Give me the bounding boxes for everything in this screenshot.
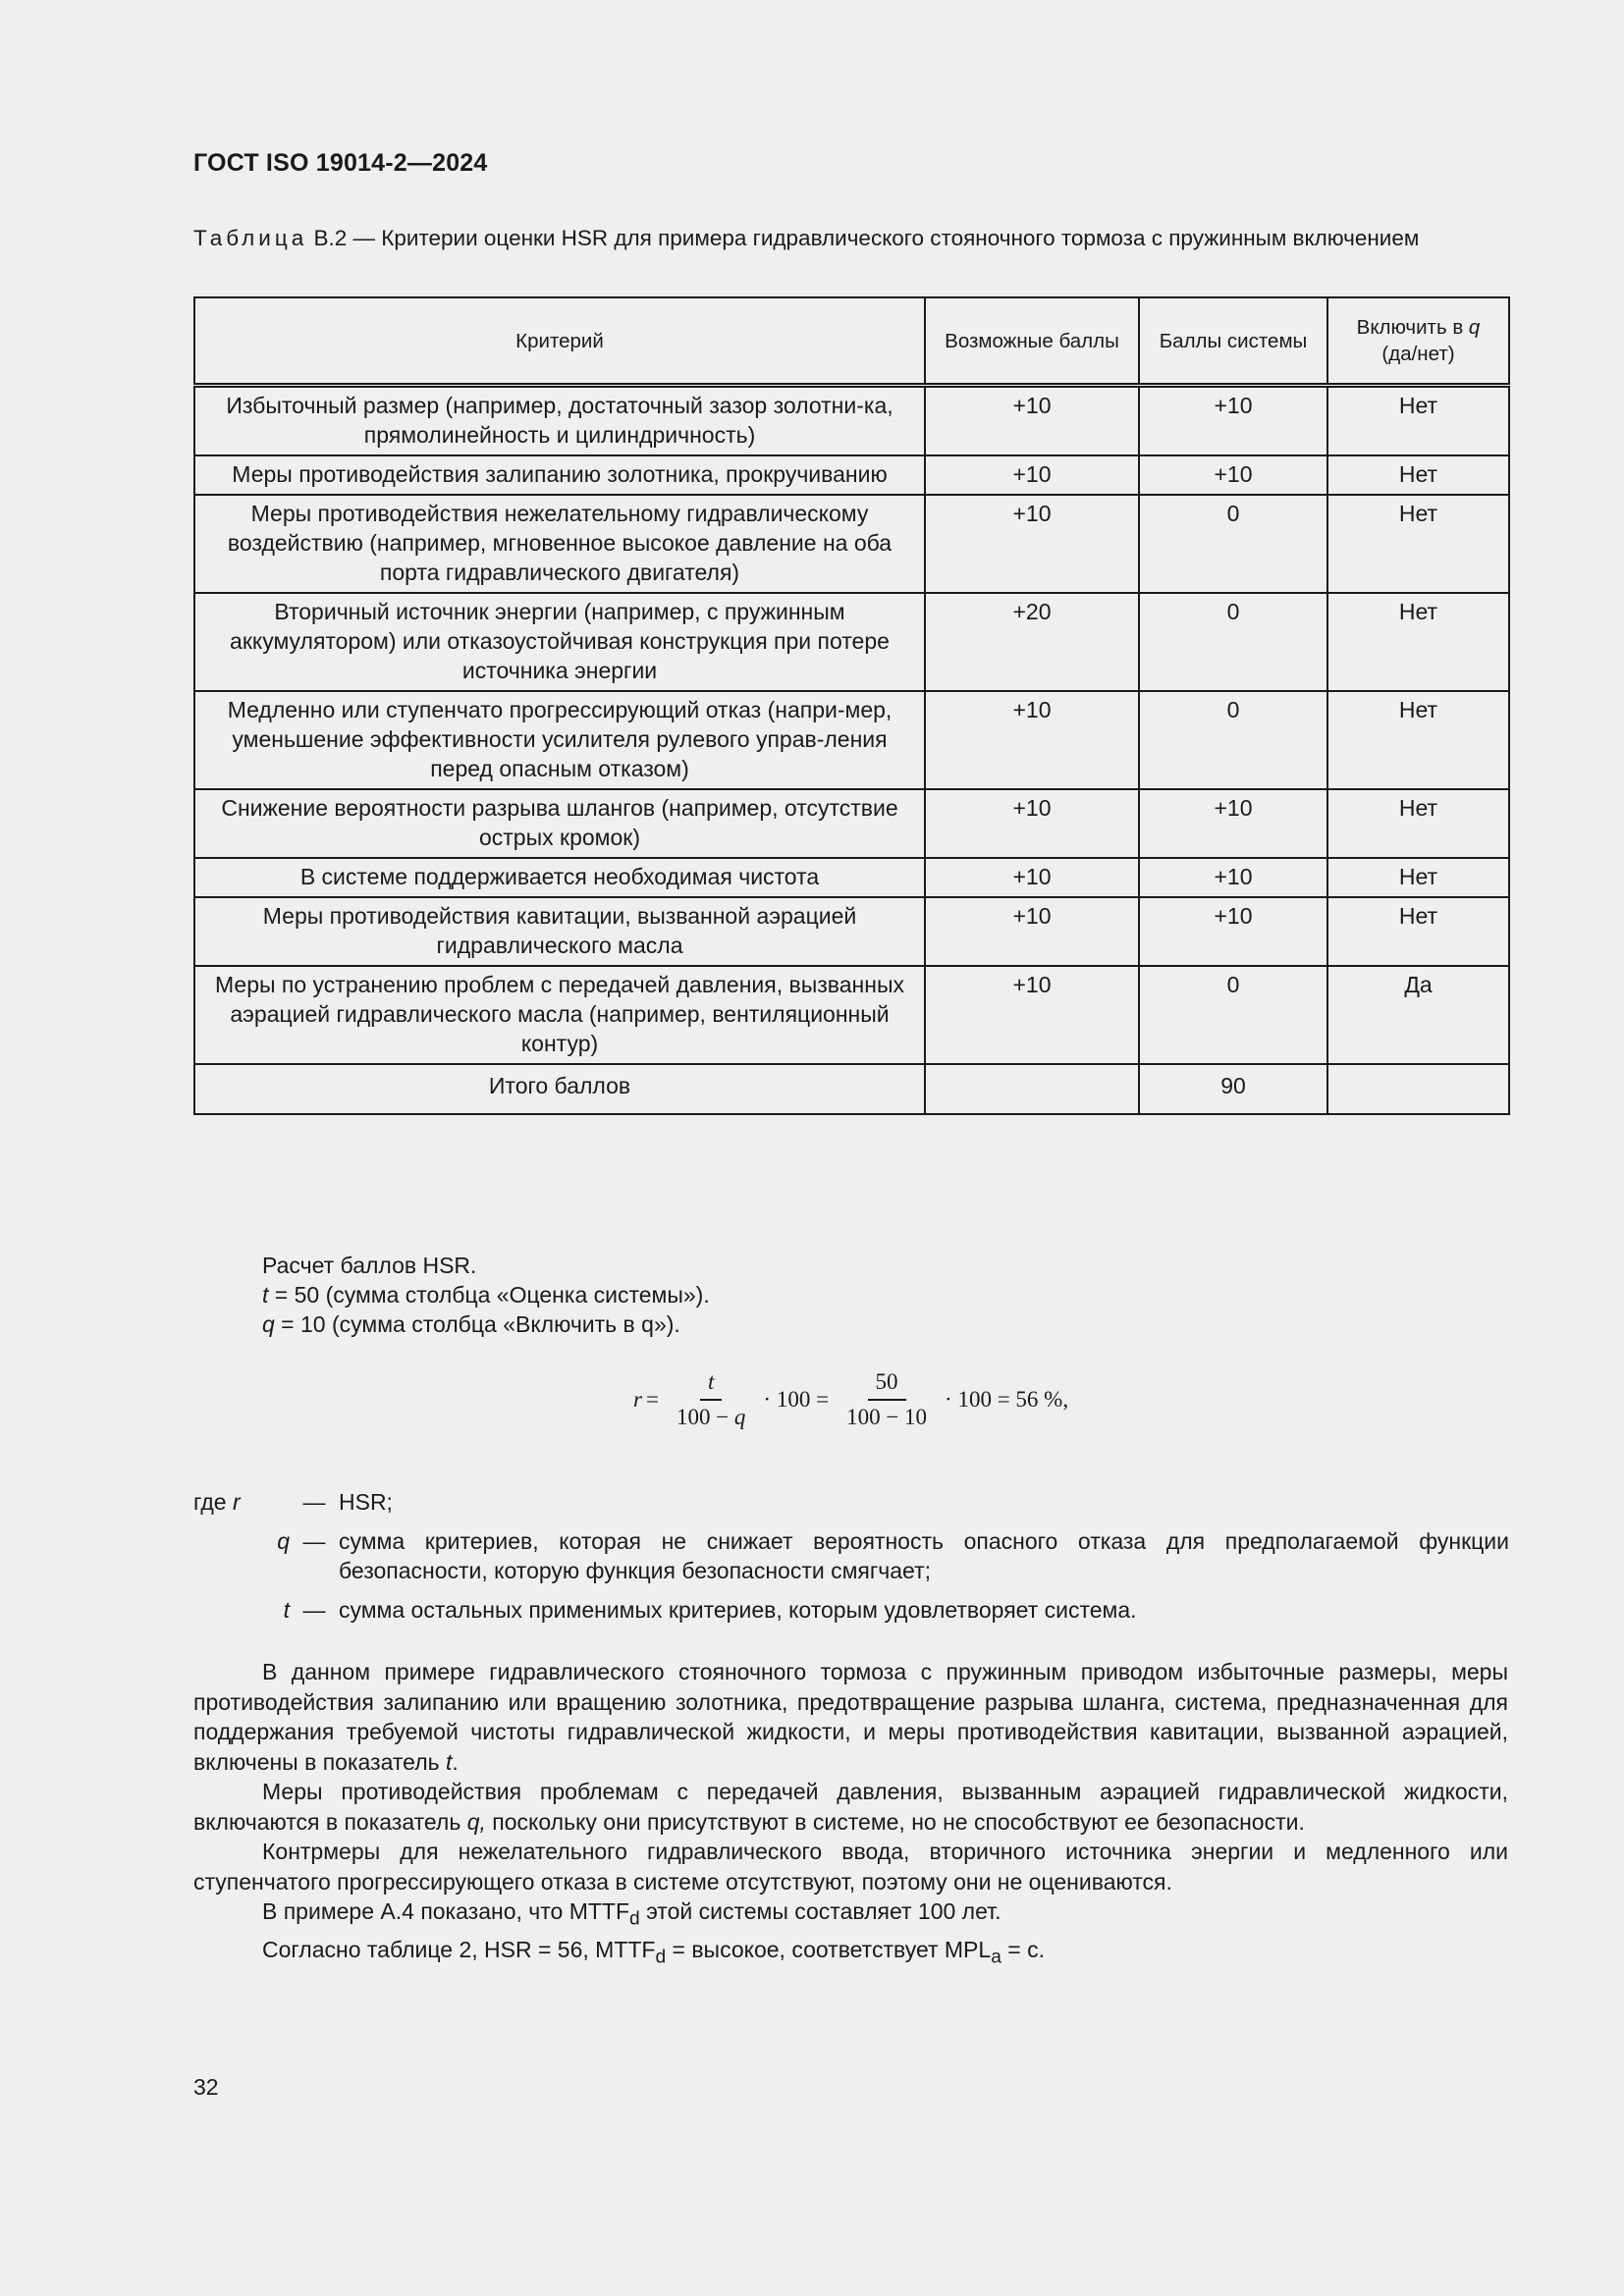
notes-var-q: q: [262, 1311, 275, 1337]
paragraph-2-end: поскольку они присутствуют в системе, но не способствуют ее безопасности.: [485, 1808, 1305, 1835]
definition-var-q: q: [277, 1528, 290, 1554]
notes-line-2: [262, 1280, 710, 1309]
paragraph-5-end: = c.: [1001, 1937, 1045, 1963]
possible-score-cell: +10: [925, 495, 1139, 593]
paragraph-3: Контрмеры для нежелательного гидравлического ввода, вторичного источника энергии и медленного или ступенчатого прогрессирующего отказа в системе отсутствуют, поэтому они не оцениваются.: [193, 1839, 1508, 1895]
paragraph-1-end: .: [452, 1748, 459, 1775]
page-number: 32: [193, 2074, 219, 2100]
fraction-1-numerator: [700, 1369, 722, 1401]
formula-fraction-1: [669, 1369, 753, 1430]
table-row: [194, 897, 1509, 966]
definition-symbol: [193, 1487, 299, 1517]
system-score-cell: +10: [1139, 897, 1327, 966]
criteria-table: [193, 296, 1510, 1115]
formula-eq: =: [645, 1387, 659, 1412]
criterion-cell: Меры противодействия нежелательному гидравлическому воздействию (например, мгновенное высокое давление на оба порта гидравлического двигателя): [194, 495, 925, 593]
document-header: ГОСТ ISO 19014-2—2024: [193, 149, 488, 177]
paragraph-1-text: В данном примере гидравлического стояночного тормоза с пружинным приводом избыточные размеры, меры противодействия залипанию или вращению золотника, предотвращение разрыва шланга, система, предназначенная для поддержания требуемой чистоты гидравлической жидкости, и меры противодействия кавитации, вызванной аэрацией, включены в показатель: [193, 1659, 1508, 1775]
fraction-1-num-var: t: [707, 1369, 715, 1394]
system-score-cell: +10: [1139, 858, 1327, 897]
definition-dash: —: [302, 1528, 326, 1554]
notes-line-1: Расчет баллов HSR.: [262, 1253, 477, 1278]
paragraph-2: [193, 1777, 1508, 1837]
table-row: [194, 789, 1509, 858]
explanation-paragraphs: [193, 1657, 1508, 1973]
criterion-cell: Снижение вероятности разрыва шлангов (например, отсутствие острых кромок): [194, 789, 925, 858]
include-cell: Да: [1327, 966, 1509, 1064]
include-cell: Нет: [1327, 789, 1509, 858]
header-include-var: q: [1468, 316, 1481, 339]
definition-text: сумма критериев, которая не снижает вероятность опасного отказа для предполагаемой функции безопасности, которую функция безопасности смягчает;: [339, 1528, 1509, 1583]
calculation-notes: [262, 1251, 710, 1339]
header-criterion: Критерий: [194, 297, 925, 386]
formula-lhs: r: [633, 1387, 642, 1412]
paragraph-5-mid: = высокое, соответствует MPL: [666, 1937, 992, 1963]
fraction-1-denominator: [669, 1401, 753, 1430]
notes-line-3: [262, 1309, 710, 1339]
paragraph-2-var: q,: [466, 1808, 486, 1835]
variable-definitions: [193, 1487, 1509, 1634]
system-score-cell: 0: [1139, 593, 1327, 691]
paragraph-4-text: В примере А.4 показано, что MTTF: [262, 1898, 630, 1924]
criterion-cell: Меры противодействия залипанию золотника, прокручиванию: [194, 455, 925, 495]
include-cell: Нет: [1327, 495, 1509, 593]
table-row: [194, 858, 1509, 897]
criterion-cell: Медленно или ступенчато прогрессирующий отказ (напри-мер, уменьшение эффективности усилителя рулевого управ-ления перед опасным отказом): [194, 691, 925, 789]
system-score-cell: +10: [1139, 386, 1327, 456]
definition-text: HSR;: [339, 1489, 393, 1515]
include-cell: Нет: [1327, 386, 1509, 456]
definition-row: [193, 1595, 1509, 1625]
header-include-yesno: (да/нет): [1381, 343, 1455, 365]
paragraph-4: [193, 1896, 1508, 1935]
criterion-cell: Избыточный размер (например, достаточный зазор золотни-ка, прямолинейность и цилиндричность): [194, 386, 925, 456]
include-cell: Нет: [1327, 455, 1509, 495]
criterion-cell: В системе поддерживается необходимая чистота: [194, 858, 925, 897]
formula-result: · 100 = 56 %,: [945, 1387, 1069, 1412]
system-score-cell: 0: [1139, 495, 1327, 593]
notes-line-3-text: = 10 (сумма столбца «Включить в q»).: [274, 1311, 680, 1337]
hsr-formula: [633, 1369, 1068, 1430]
paragraph-1-var: t: [446, 1748, 453, 1775]
fraction-1-den-var: q: [733, 1405, 746, 1429]
table-total-row: [194, 1064, 1509, 1114]
header-include-in-q: [1327, 297, 1509, 386]
include-cell: Нет: [1327, 858, 1509, 897]
table-row: [194, 966, 1509, 1064]
notes-line-2-text: = 50 (сумма столбца «Оценка системы»).: [268, 1282, 710, 1308]
total-include-cell: [1327, 1064, 1509, 1114]
formula-mul-1: · 100 =: [763, 1387, 830, 1412]
possible-score-cell: +10: [925, 966, 1139, 1064]
table-row: [194, 455, 1509, 495]
definition-dash: —: [302, 1489, 326, 1515]
possible-score-cell: +10: [925, 789, 1139, 858]
definition-symbol: [193, 1595, 299, 1625]
header-include-text: Включить в: [1356, 316, 1469, 339]
definition-text: сумма остальных применимых критериев, которым удовлетворяет система.: [339, 1597, 1137, 1623]
total-possible-cell: [925, 1064, 1139, 1114]
criterion-cell: Меры противодействия кавитации, вызванной аэрацией гидравлического масла: [194, 897, 925, 966]
notes-var-t: t: [262, 1282, 269, 1308]
include-cell: Нет: [1327, 593, 1509, 691]
possible-score-cell: +20: [925, 593, 1139, 691]
formula-fraction-2: [839, 1369, 935, 1430]
definition-row: [193, 1526, 1509, 1585]
possible-score-cell: +10: [925, 897, 1139, 966]
table-row: [194, 495, 1509, 593]
possible-score-cell: +10: [925, 455, 1139, 495]
paragraph-4-sub: d: [629, 1908, 640, 1930]
header-possible-score: Возможные баллы: [925, 297, 1139, 386]
table-caption: [193, 224, 1507, 253]
system-score-cell: 0: [1139, 691, 1327, 789]
include-cell: Нет: [1327, 897, 1509, 966]
paragraph-5-text: Согласно таблице 2, HSR = 56, MTTF: [262, 1937, 656, 1963]
possible-score-cell: +10: [925, 691, 1139, 789]
system-score-cell: +10: [1139, 455, 1327, 495]
fraction-2-denominator: 100 − 10: [846, 1405, 928, 1429]
definition-intro: где: [193, 1489, 233, 1515]
table-header-row: [194, 297, 1509, 386]
system-score-cell: +10: [1139, 789, 1327, 858]
possible-score-cell: +10: [925, 858, 1139, 897]
paragraph-1: [193, 1657, 1508, 1777]
paragraph-2-text: Меры противодействия проблемам с передачей давления, вызванным аэрацией гидравлической жидкости, включаются в показатель: [193, 1779, 1508, 1835]
include-cell: Нет: [1327, 691, 1509, 789]
total-system-cell: 90: [1139, 1064, 1327, 1114]
fraction-1-den-const: 100 −: [676, 1405, 734, 1429]
paragraph-5: [193, 1935, 1508, 1973]
definition-var-r: r: [232, 1489, 241, 1515]
paragraph-5-sub-a: a: [991, 1947, 1001, 1968]
paragraph-4-end: этой системы составляет 100 лет.: [639, 1898, 1001, 1924]
system-score-cell: 0: [1139, 966, 1327, 1064]
criterion-cell: Меры по устранению проблем с передачей давления, вызванных аэрацией гидравлического масла (например, вентиляционный контур): [194, 966, 925, 1064]
definition-dash: —: [302, 1597, 326, 1623]
paragraph-5-sub-d: d: [655, 1947, 667, 1968]
definition-var-t: t: [283, 1597, 290, 1623]
possible-score-cell: +10: [925, 386, 1139, 456]
table-caption-text: В.2 — Критерии оценки HSR для примера гидравлического стояночного тормоза с пружинным включением: [307, 226, 1420, 250]
table-caption-label: Таблица: [193, 226, 308, 250]
fraction-2-numerator: 50: [868, 1369, 906, 1401]
criterion-cell: Вторичный источник энергии (например, с пружинным аккумулятором) или отказоустойчивая конструкция при потере источника энергии: [194, 593, 925, 691]
table-row: [194, 691, 1509, 789]
table-row: [194, 593, 1509, 691]
definition-symbol: [193, 1526, 299, 1585]
definition-row: [193, 1487, 1509, 1517]
table-row: [194, 386, 1509, 456]
total-label-cell: Итого баллов: [194, 1064, 925, 1114]
header-system-score: Баллы системы: [1139, 297, 1327, 386]
